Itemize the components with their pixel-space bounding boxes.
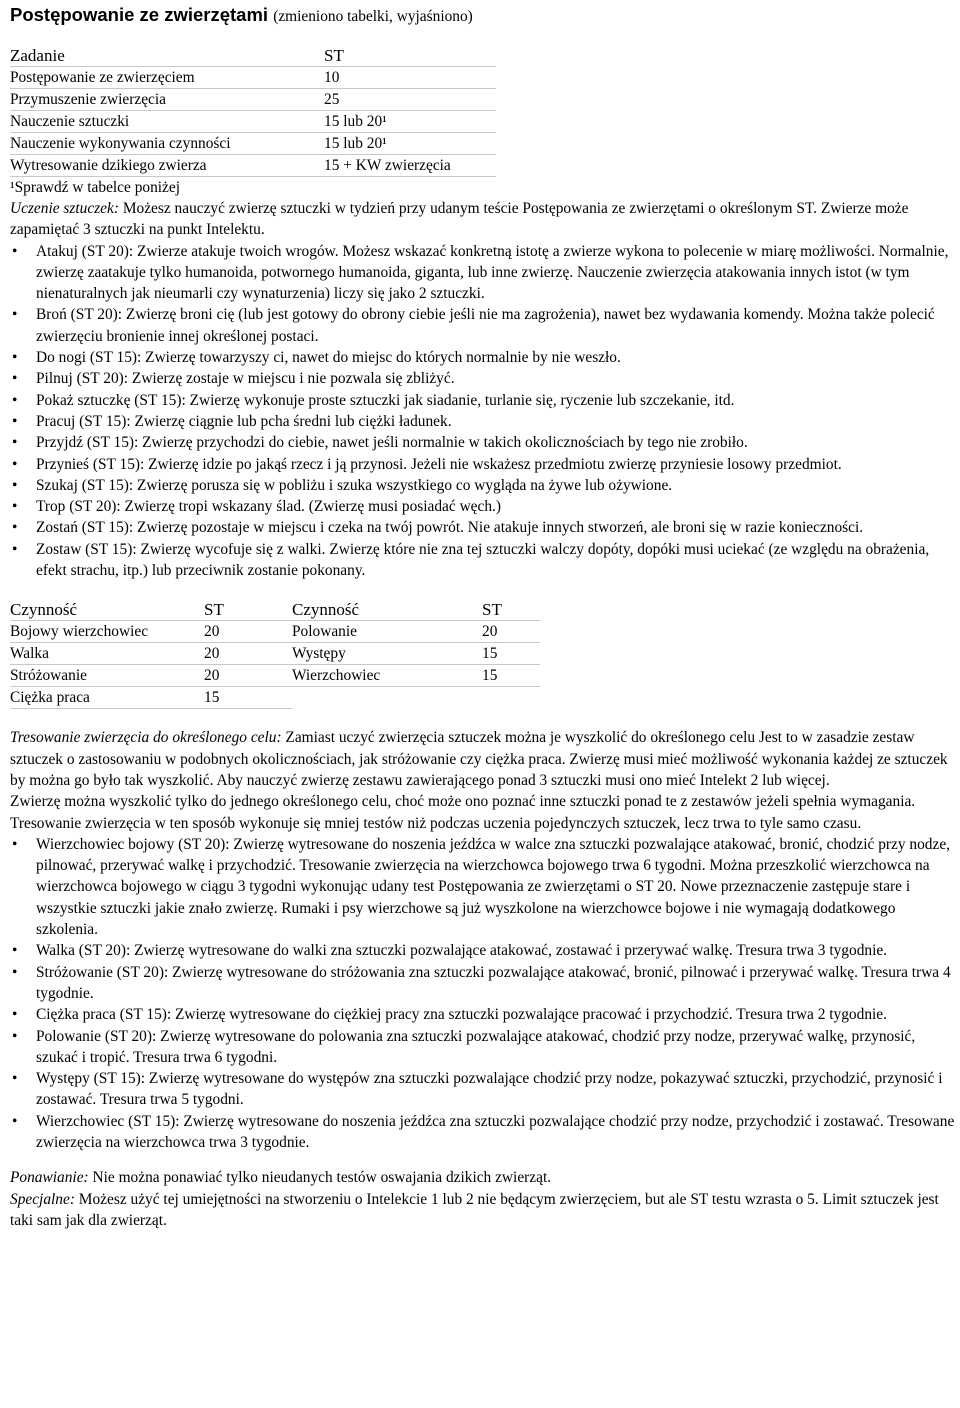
table-cell: Postępowanie ze zwierzęciem xyxy=(10,67,324,89)
special-paragraph xyxy=(10,1189,958,1232)
table-cell: Bojowy wierzchowiec xyxy=(10,621,204,643)
column-header-task: Zadanie xyxy=(10,45,324,67)
list-item: • Atakuj (ST 20): Zwierze atakuje twoich wrogów. Możesz wskazać konkretną istotę a zwierze wykona to polecenie w miarę możliwości. Normalnie, zwierzę zaatakuje tylko humanoida, potwornego humanoida, giganta, lub inne zwierzę. Nauczenie zwierzęcia atakowania innych istot (w tym nienaturalnych jak nieumarli czy wynaturzenia) liczy się jako 2 sztuczki. xyxy=(10,241,958,305)
list-item: • Pracuj (ST 15): Zwierzę ciągnie lub pcha średni lub ciężki ładunek. xyxy=(10,411,958,432)
table-row xyxy=(10,687,540,709)
list-item: • Ciężka praca (ST 15): Zwierzę wytresowane do ciężkiej pracy zna sztuczki pozwalające pracować i przychodzić. Tresura trwa 2 tygodnie. xyxy=(10,1004,958,1025)
table-row xyxy=(10,621,540,643)
list-item: • Wierzchowiec (ST 15): Zwierzę wytresowane do noszenia jeźdźca zna sztuczki pozwalające chodzić przy nodze, przychodzić i zostawać. Tresowane zwierzęcia na wierzchowca trwa 3 tygodnie. xyxy=(10,1111,958,1154)
list-item: • Trop (ST 20): Zwierzę tropi wskazany ślad. (Zwierzę musi posiadać węch.) xyxy=(10,496,958,517)
table-cell: 15 + KW zwierzęcia xyxy=(324,155,496,177)
table-cell: 25 xyxy=(324,89,496,111)
tricks-intro xyxy=(10,198,958,241)
purpose-training-note: Zwierzę można wyszkolić tylko do jednego określonego celu, choć może ono poznać inne sztuczki ponad te z zestawów jeżeli spełnia wymagania. Tresowanie zwierzęcia w ten sposób wykonuje się mniej testów niż podczas uczenia pojedynczych sztuczek, lecz trwa to tyle samo czasu. xyxy=(10,793,916,832)
column-header-activity: Czynność xyxy=(10,599,204,621)
table-cell: Przymuszenie zwierzęcia xyxy=(10,89,324,111)
table-cell: 10 xyxy=(324,67,496,89)
list-item: • Przynieś (ST 15): Zwierzę idzie po jakąś rzecz i ją przynosi. Jeżeli nie wskażesz przedmiotu zwierzę przyniesie losowy przedmiot. xyxy=(10,454,958,475)
list-item: • Pokaż sztuczkę (ST 15): Zwierzę wykonuje proste sztuczki jak siadanie, turlanie się, ryczenie lub szczekanie, itd. xyxy=(10,390,958,411)
purpose-training-intro xyxy=(10,727,958,791)
column-header-dc: ST xyxy=(482,599,540,621)
table-cell: 20 xyxy=(482,621,540,643)
table-cell xyxy=(324,177,496,199)
task-dc-table xyxy=(10,45,496,198)
table-cell: 15 lub 20¹ xyxy=(324,111,496,133)
page-title xyxy=(10,0,958,29)
list-item: • Do nogi (ST 15): Zwierzę towarzyszy ci, nawet do miejsc do których normalnie by nie weszło. xyxy=(10,347,958,368)
table-row xyxy=(10,89,496,111)
tricks-intro-label: Uczenie sztuczek: xyxy=(10,200,119,217)
purpose-label: Tresowanie zwierzęcia do określonego celu: xyxy=(10,729,282,747)
column-header-dc: ST xyxy=(204,599,292,621)
column-header-activity: Czynność xyxy=(292,599,482,621)
table-footnote: ¹Sprawdź w tabelce poniżej xyxy=(10,179,180,196)
title-text: Postępowanie ze zwierzętami xyxy=(10,4,269,25)
special-text: Możesz użyć tej umiejętności na stworzeniu o Intelekcie 1 lub 2 nie będącym zwierzęciem, but ale ST testu wzrasta o 5. Limit sztuczek jest taki sam jak dla zwierząt. xyxy=(10,1190,939,1229)
list-item: • Zostań (ST 15): Zwierzę pozostaje w miejscu i czeka na twój powrót. Nie atakuje innych stworzeń, ale broni się w razie konieczności. xyxy=(10,517,958,538)
table-header-row xyxy=(10,45,496,67)
table-footnote-row xyxy=(10,177,496,199)
retry-text: Nie można ponawiać tylko nieudanych testów oswajania dzikich zwierząt. xyxy=(88,1169,552,1187)
table-row xyxy=(10,67,496,89)
table-cell: Nauczenie wykonywania czynności xyxy=(10,133,324,155)
table-cell: 20 xyxy=(204,665,292,687)
table-cell: Nauczenie sztuczki xyxy=(10,111,324,133)
list-item: • Polowanie (ST 20): Zwierzę wytresowane do polowania zna sztuczki pozwalające atakować, chodzić przy nodze, przerywać walkę, przynosić, szukać i tropić. Tresura trwa 6 tygodni. xyxy=(10,1026,958,1069)
table-cell: 15 xyxy=(482,665,540,687)
title-subtitle: (zmieniono tabelki, wyjaśniono) xyxy=(273,8,473,25)
list-item: • Przyjdź (ST 15): Zwierzę przychodzi do ciebie, nawet jeśli normalnie w takich okolicznościach by tego nie zrobiło. xyxy=(10,432,958,453)
list-item: • Wierzchowiec bojowy (ST 20): Zwierzę wytresowane do noszenia jeźdźca w walce zna sztuczki pozwalające atakować, bronić, chodzić przy nodze, pilnować, przerywać walkę i przychodzić. Tresowanie zwierzęcia na wierzchowca bojowego trwa 6 tygodni. Można przeszkolić wierzchowca na wierzchowca bojowego w ciągu 3 tygodni wykonując udany test Postępowania ze zwierzętami o ST 20. Nowe przeznaczenie zastępuje stare i wszystkie sztuczki jakie znało zwierzę. Rumaki i psy wierzchowe są już wyszkolone na wierzchowce bojowe i nie wymagają dodatkowego szkolenia. xyxy=(10,834,958,940)
purposes-list xyxy=(10,834,958,1153)
list-item: • Szukaj (ST 15): Zwierzę porusza się w pobliżu i szuka wszystkiego co wygląda na żywe lub ożywione. xyxy=(10,475,958,496)
table-cell: 15 xyxy=(482,643,540,665)
table-cell: Występy xyxy=(292,643,482,665)
table-cell xyxy=(292,687,482,709)
tricks-intro-text: Możesz nauczyć zwierzę sztuczki w tydzień przy udanym teście Postępowania ze zwierzętami o określonym ST. Zwierze może zapamiętać 3 sztuczki na punkt Intelektu. xyxy=(10,200,909,239)
table-row xyxy=(10,665,540,687)
table-cell: 20 xyxy=(204,643,292,665)
list-item: • Występy (ST 15): Zwierzę wytresowane do występów zna sztuczki pozwalające chodzić przy nodze, pokazywać sztuczki, przychodzić, przynosić i zostawać. Tresura trwa 5 tygodni. xyxy=(10,1068,958,1111)
list-item: • Zostaw (ST 15): Zwierzę wycofuje się z walki. Zwierzę które nie zna tej sztuczki walczy dopóty, dopóki musi uciekać (ze względu na obrażenia, efekt strachu, itp.) lub przeciwnik zostanie pokonany. xyxy=(10,539,958,582)
table-cell: Ciężka praca xyxy=(10,687,204,709)
table-cell: 20 xyxy=(204,621,292,643)
table-cell: Stróżowanie xyxy=(10,665,204,687)
column-header-dc: ST xyxy=(324,45,496,67)
table-cell: Polowanie xyxy=(292,621,482,643)
special-label: Specjalne: xyxy=(10,1190,75,1208)
table-cell: Wytresowanie dzikiego zwierza xyxy=(10,155,324,177)
table-row xyxy=(10,111,496,133)
table-row xyxy=(10,155,496,177)
table-cell xyxy=(482,687,540,709)
list-item: • Pilnuj (ST 20): Zwierzę zostaje w miejscu i nie pozwala się zbliżyć. xyxy=(10,368,958,389)
table-row xyxy=(10,643,540,665)
list-item: • Stróżowanie (ST 20): Zwierzę wytresowane do stróżowania zna sztuczki pozwalające atakować, bronić, pilnować i przerywać walkę. Tresura trwa 4 tygodnie. xyxy=(10,962,958,1005)
table-header-row xyxy=(10,599,540,621)
table-cell: Walka xyxy=(10,643,204,665)
retry-label: Ponawianie: xyxy=(10,1169,89,1187)
activity-dc-table xyxy=(10,599,540,709)
table-cell: 15 xyxy=(204,687,292,709)
purpose-text: Zamiast uczyć zwierzęcia sztuczek można je wyszkolić do określonego celu Jest to w zasadzie zestaw sztuczek o zastosowaniu w podobnych okolicznościach, jak stróżowanie czy ciężka praca. Zwierzę musi mieć możliwość wykonania każdej ze sztuczek by można go było tak wyszkolić. Aby nauczyć zwierzę zestawu zawierającego ponad 3 sztuczki musi ono mieć Intelekt 2 lub więcej. xyxy=(10,729,948,789)
table-cell: Wierzchowiec xyxy=(292,665,482,687)
list-item: • Walka (ST 20): Zwierzę wytresowane do walki zna sztuczki pozwalające atakować, zostawać i przerywać walkę. Tresura trwa 3 tygodnie. xyxy=(10,940,958,961)
tricks-list xyxy=(10,241,958,582)
table-row xyxy=(10,133,496,155)
list-item: • Broń (ST 20): Zwierzę broni cię (lub jest gotowy do obrony ciebie jeśli nie ma zagrożenia), nawet bez wydawania komendy. Można także polecić zwierzęciu bronienie innej określonej postaci. xyxy=(10,304,958,347)
retry-paragraph xyxy=(10,1167,958,1188)
table-cell: 15 lub 20¹ xyxy=(324,133,496,155)
